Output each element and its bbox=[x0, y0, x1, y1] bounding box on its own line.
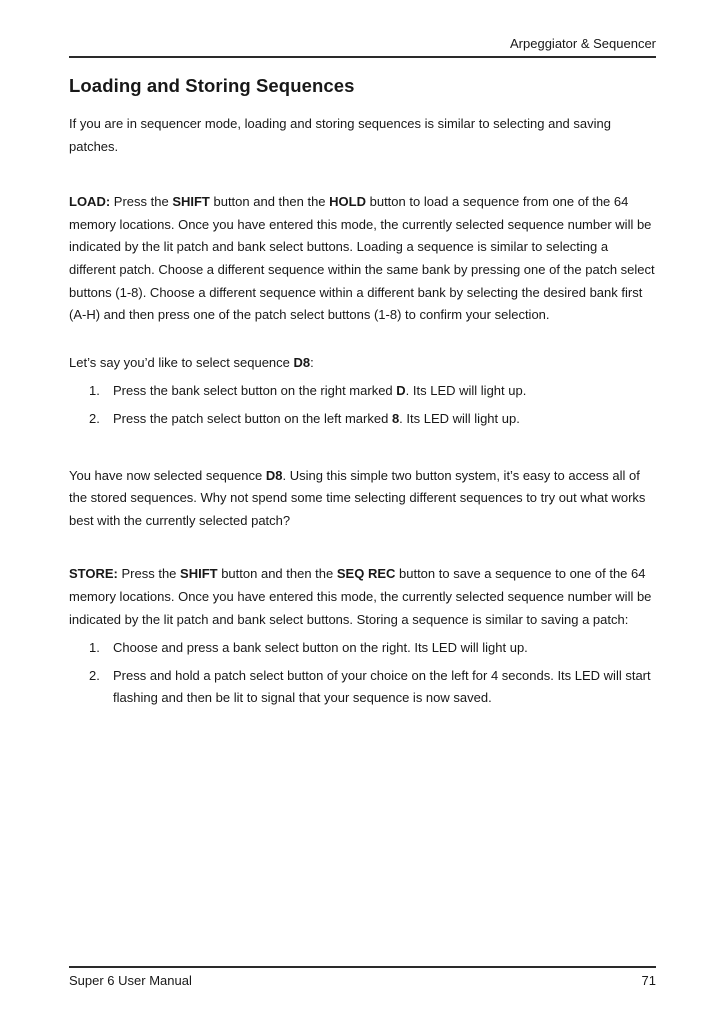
sequence-selected-paragraph: You have now selected sequence D8. Using this simple two button system, it’s easy to access all of the stored sequences. Why not spend some time selecting different sequences to try out what works best with the currently selected patch? bbox=[69, 467, 646, 528]
list-item-text: Press the bank select button on the right marked D. Its LED will light up. bbox=[113, 382, 527, 398]
footer-page-number: 71 bbox=[641, 973, 656, 988]
intro-paragraph: If you are in sequencer mode, loading and storing sequences is similar to selecting and saving patches. bbox=[69, 116, 611, 154]
load-instructions-paragraph: LOAD: Press the SHIFT button and then the HOLD button to load a sequence from one of the 64 memory locations. Once you have entered this mode, the currently selected sequence number will be indicated by the lit patch and bank select buttons. Loading a sequence is similar to selecting a different patch. Choose a different sequence within the same bank by pressing one of the patch select buttons (1-8). Choose a different sequence within a different bank by selecting the desired bank first (A-H) and then press one of the patch select buttons (1-8) to confirm your selection. bbox=[69, 194, 655, 323]
select-sequence-steps bbox=[69, 380, 656, 431]
footer-manual-name: Super 6 User Manual bbox=[69, 973, 192, 988]
list-item bbox=[69, 408, 656, 431]
list-item bbox=[69, 380, 656, 403]
list-item-text: Choose and press a bank select button on the right. Its LED will light up. bbox=[113, 639, 528, 655]
store-sequence-steps bbox=[69, 637, 656, 710]
store-instructions-paragraph: STORE: Press the SHIFT button and then the SEQ REC button to save a sequence to one of the 64 memory locations. Once you have entered this mode, the currently selected sequence number will be indicated by the lit patch and bank select buttons. Storing a sequence is similar to saving a patch: bbox=[69, 566, 652, 627]
list-item bbox=[69, 665, 656, 710]
list-item bbox=[69, 637, 656, 660]
list-item-text: Press the patch select button on the left marked 8. Its LED will light up. bbox=[113, 410, 520, 426]
list-item-number: 1. bbox=[89, 639, 100, 655]
page-footer bbox=[69, 966, 656, 989]
list-item-number: 2. bbox=[89, 667, 100, 683]
page-content bbox=[69, 0, 656, 710]
list-item-number: 2. bbox=[89, 410, 100, 426]
running-header-section-title: Arpeggiator & Sequencer bbox=[510, 36, 656, 51]
page-title: Loading and Storing Sequences bbox=[69, 75, 355, 96]
list-item-text: Press and hold a patch select button of your choice on the left for 4 seconds. Its LED will start flashing and then be lit to signal that your sequence is now saved. bbox=[113, 667, 651, 706]
select-sequence-intro: Let’s say you’d like to select sequence D8: bbox=[69, 354, 314, 370]
list-item-number: 1. bbox=[89, 382, 100, 398]
running-header bbox=[69, 0, 656, 58]
